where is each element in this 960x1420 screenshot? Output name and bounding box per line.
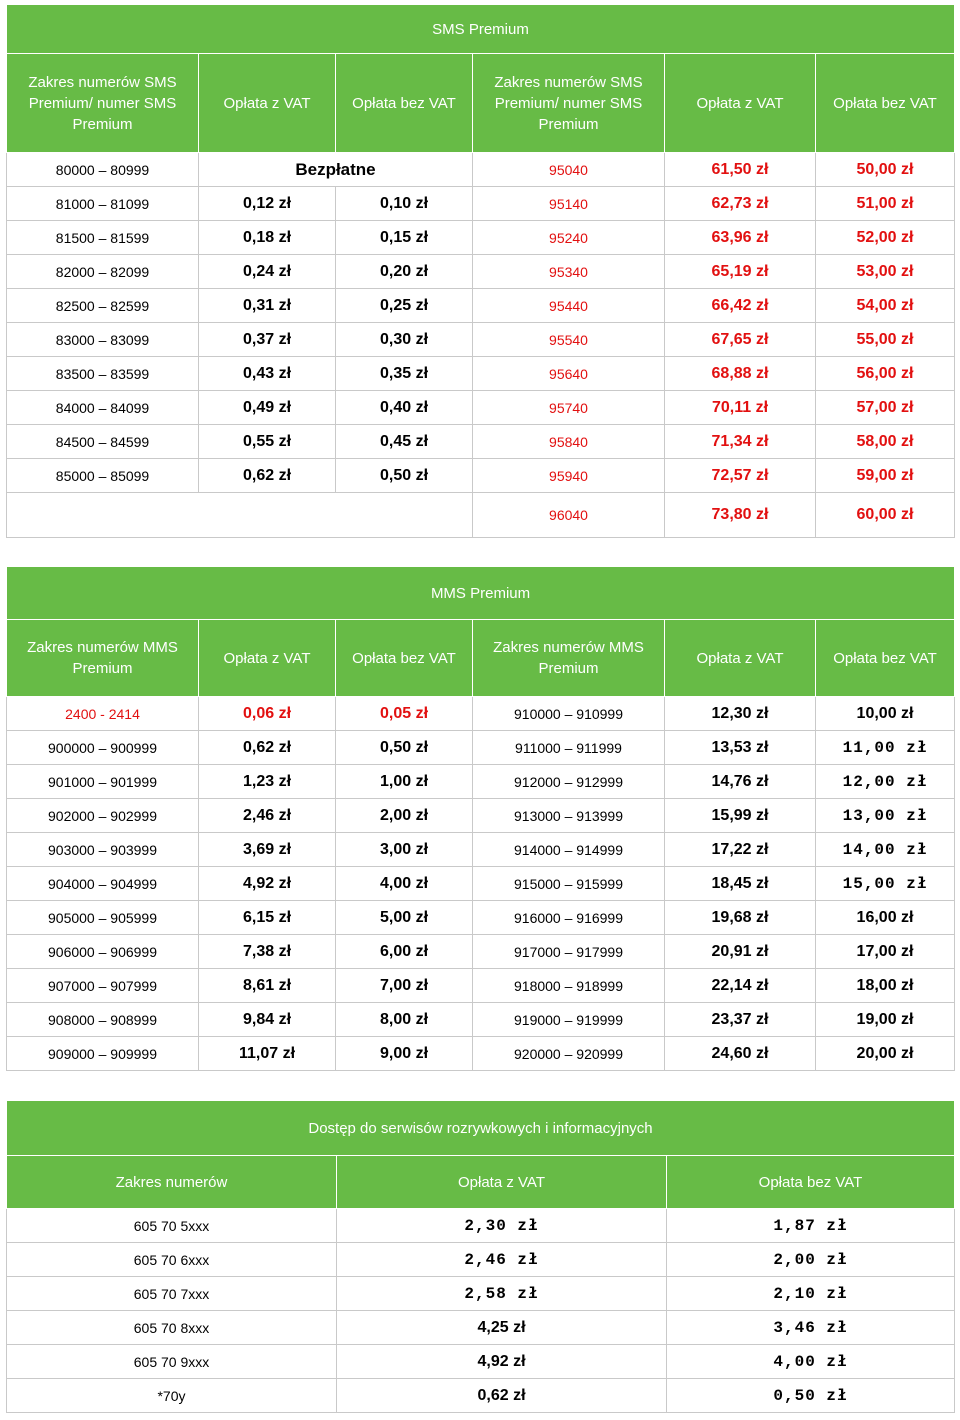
table-row: [7, 799, 955, 833]
price-vat-cell: 0,18 zł: [199, 221, 336, 255]
table-row: [7, 1277, 955, 1311]
sms-premium-table: [6, 4, 955, 538]
mms-header-range: Zakres numerów MMS Premium: [7, 620, 199, 697]
price-vat-cell: 63,96 zł: [665, 221, 816, 255]
price-net-cell: 53,00 zł: [816, 255, 955, 289]
price-vat-cell: 0,43 zł: [199, 357, 336, 391]
mms-premium-table: [6, 566, 955, 1071]
range-cell: 82000 – 82099: [7, 255, 199, 289]
price-vat-cell: 0,37 zł: [199, 323, 336, 357]
number-cell: 95040: [473, 153, 665, 187]
table-row: [7, 1379, 955, 1413]
number-cell: 95840: [473, 425, 665, 459]
price-vat-cell: 4,92 zł: [337, 1345, 667, 1379]
free-label: Bezpłatne: [199, 153, 473, 187]
table-row: [7, 459, 955, 493]
price-net-cell: 59,00 zł: [816, 459, 955, 493]
sms-header-vat: Opłata z VAT: [199, 54, 336, 153]
range-cell: 908000 – 908999: [7, 1003, 199, 1037]
table-row: [7, 425, 955, 459]
range-cell: 913000 – 913999: [473, 799, 665, 833]
price-net-cell: 4,00 zł: [336, 867, 473, 901]
mms-header-net: Opłata bez VAT: [336, 620, 473, 697]
price-net-cell: 0,50 zł: [336, 459, 473, 493]
services-table: [6, 1100, 955, 1413]
range-cell: 909000 – 909999: [7, 1037, 199, 1071]
table-row: [7, 153, 955, 187]
table-row: [7, 697, 955, 731]
sms-header-range: Zakres numerów SMS Premium/ numer SMS Premium: [7, 54, 199, 153]
price-net-cell: 0,40 zł: [336, 391, 473, 425]
number-cell: 95640: [473, 357, 665, 391]
table-row: [7, 493, 955, 538]
range-cell: 83000 – 83099: [7, 323, 199, 357]
price-net-cell: 0,35 zł: [336, 357, 473, 391]
mms-header-range-2: Zakres numerów MMS Premium: [473, 620, 665, 697]
price-vat-cell: 9,84 zł: [199, 1003, 336, 1037]
range-cell: 900000 – 900999: [7, 731, 199, 765]
services-header-net: Opłata bez VAT: [667, 1156, 955, 1209]
price-vat-cell: 13,53 zł: [665, 731, 816, 765]
price-net-cell: 14,00 zł: [816, 833, 955, 867]
price-net-cell: 15,00 zł: [816, 867, 955, 901]
price-vat-cell: 0,24 zł: [199, 255, 336, 289]
range-cell: 912000 – 912999: [473, 765, 665, 799]
price-vat-cell: 0,55 zł: [199, 425, 336, 459]
price-net-cell: 2,00 zł: [667, 1243, 955, 1277]
table-row: [7, 357, 955, 391]
range-cell: 605 70 8xxx: [7, 1311, 337, 1345]
range-cell: 85000 – 85099: [7, 459, 199, 493]
price-vat-cell: 67,65 zł: [665, 323, 816, 357]
range-cell: 83500 – 83599: [7, 357, 199, 391]
price-net-cell: 0,20 zł: [336, 255, 473, 289]
range-cell: 81000 – 81099: [7, 187, 199, 221]
price-vat-cell: 19,68 zł: [665, 901, 816, 935]
price-vat-cell: 8,61 zł: [199, 969, 336, 1003]
range-cell: 906000 – 906999: [7, 935, 199, 969]
price-net-cell: 54,00 zł: [816, 289, 955, 323]
price-net-cell: 3,00 zł: [336, 833, 473, 867]
number-cell: 95940: [473, 459, 665, 493]
price-vat-cell: 0,49 zł: [199, 391, 336, 425]
price-vat-cell: 66,42 zł: [665, 289, 816, 323]
range-cell: 84000 – 84099: [7, 391, 199, 425]
number-cell: 95240: [473, 221, 665, 255]
price-net-cell: 19,00 zł: [816, 1003, 955, 1037]
price-net-cell: 18,00 zł: [816, 969, 955, 1003]
price-vat-cell: 0,31 zł: [199, 289, 336, 323]
price-vat-cell: 15,99 zł: [665, 799, 816, 833]
table-row: [7, 833, 955, 867]
table-row: [7, 765, 955, 799]
services-header-range: Zakres numerów: [7, 1156, 337, 1209]
range-cell: 911000 – 911999: [473, 731, 665, 765]
price-vat-cell: 14,76 zł: [665, 765, 816, 799]
number-cell: 95440: [473, 289, 665, 323]
price-vat-cell: 2,46 zł: [337, 1243, 667, 1277]
price-net-cell: 55,00 zł: [816, 323, 955, 357]
price-net-cell: 50,00 zł: [816, 153, 955, 187]
price-net-cell: 1,00 zł: [336, 765, 473, 799]
price-net-cell: 51,00 zł: [816, 187, 955, 221]
price-vat-cell: 0,62 zł: [199, 459, 336, 493]
services-title: Dostęp do serwisów rozrywkowych i informacyjnych: [7, 1101, 955, 1156]
price-vat-cell: 65,19 zł: [665, 255, 816, 289]
price-net-cell: 13,00 zł: [816, 799, 955, 833]
table-row: [7, 1209, 955, 1243]
mms-header-vat: Opłata z VAT: [199, 620, 336, 697]
mms-header-vat-2: Opłata z VAT: [665, 620, 816, 697]
price-net-cell: 20,00 zł: [816, 1037, 955, 1071]
price-net-cell: 52,00 zł: [816, 221, 955, 255]
range-cell: 914000 – 914999: [473, 833, 665, 867]
price-vat-cell: 0,06 zł: [199, 697, 336, 731]
sms-header-vat-2: Opłata z VAT: [665, 54, 816, 153]
range-cell: 605 70 6xxx: [7, 1243, 337, 1277]
table-row: [7, 187, 955, 221]
price-vat-cell: 6,15 zł: [199, 901, 336, 935]
table-row: [7, 1311, 955, 1345]
table-row: [7, 935, 955, 969]
price-net-cell: 0,30 zł: [336, 323, 473, 357]
price-vat-cell: 2,46 zł: [199, 799, 336, 833]
price-net-cell: 0,10 zł: [336, 187, 473, 221]
price-net-cell: 8,00 zł: [336, 1003, 473, 1037]
price-vat-cell: 17,22 zł: [665, 833, 816, 867]
price-net-cell: 57,00 zł: [816, 391, 955, 425]
price-vat-cell: 4,92 zł: [199, 867, 336, 901]
table-row: [7, 1037, 955, 1071]
price-net-cell: 0,25 zł: [336, 289, 473, 323]
price-net-cell: 0,05 zł: [336, 697, 473, 731]
price-net-cell: 12,00 zł: [816, 765, 955, 799]
range-cell: 605 70 9xxx: [7, 1345, 337, 1379]
price-net-cell: 58,00 zł: [816, 425, 955, 459]
range-cell: 84500 – 84599: [7, 425, 199, 459]
price-net-cell: 1,87 zł: [667, 1209, 955, 1243]
range-cell: 80000 – 80999: [7, 153, 199, 187]
range-cell: *70y: [7, 1379, 337, 1413]
price-vat-cell: 11,07 zł: [199, 1037, 336, 1071]
price-vat-cell: 73,80 zł: [665, 493, 816, 538]
range-cell: 916000 – 916999: [473, 901, 665, 935]
price-net-cell: 0,50 zł: [667, 1379, 955, 1413]
mms-header-net-2: Opłata bez VAT: [816, 620, 955, 697]
price-vat-cell: 61,50 zł: [665, 153, 816, 187]
price-net-cell: 2,10 zł: [667, 1277, 955, 1311]
number-cell: 95740: [473, 391, 665, 425]
price-net-cell: 0,45 zł: [336, 425, 473, 459]
price-vat-cell: 2,30 zł: [337, 1209, 667, 1243]
price-vat-cell: 12,30 zł: [665, 697, 816, 731]
range-cell: 915000 – 915999: [473, 867, 665, 901]
number-cell: 96040: [473, 493, 665, 538]
sms-header-range-2: Zakres numerów SMS Premium/ numer SMS Premium: [473, 54, 665, 153]
price-net-cell: 60,00 zł: [816, 493, 955, 538]
range-cell: 919000 – 919999: [473, 1003, 665, 1037]
price-net-cell: 5,00 zł: [336, 901, 473, 935]
services-header-vat: Opłata z VAT: [337, 1156, 667, 1209]
price-net-cell: 7,00 zł: [336, 969, 473, 1003]
number-cell: 95540: [473, 323, 665, 357]
table-row: [7, 731, 955, 765]
price-net-cell: 0,15 zł: [336, 221, 473, 255]
range-cell: 907000 – 907999: [7, 969, 199, 1003]
price-vat-cell: 71,34 zł: [665, 425, 816, 459]
sms-header-net: Opłata bez VAT: [336, 54, 473, 153]
price-vat-cell: 0,62 zł: [199, 731, 336, 765]
range-cell: 605 70 5xxx: [7, 1209, 337, 1243]
table-row: [7, 255, 955, 289]
range-cell: 903000 – 903999: [7, 833, 199, 867]
sms-title: SMS Premium: [7, 5, 955, 54]
price-net-cell: 56,00 zł: [816, 357, 955, 391]
range-cell: 917000 – 917999: [473, 935, 665, 969]
range-cell: 2400 - 2414: [7, 697, 199, 731]
price-vat-cell: 68,88 zł: [665, 357, 816, 391]
table-row: [7, 867, 955, 901]
sms-header-net-2: Opłata bez VAT: [816, 54, 955, 153]
price-net-cell: 10,00 zł: [816, 697, 955, 731]
range-cell: 605 70 7xxx: [7, 1277, 337, 1311]
price-vat-cell: 3,69 zł: [199, 833, 336, 867]
price-net-cell: 17,00 zł: [816, 935, 955, 969]
table-row: [7, 901, 955, 935]
mms-title: MMS Premium: [7, 567, 955, 620]
range-cell: 910000 – 910999: [473, 697, 665, 731]
table-row: [7, 1003, 955, 1037]
range-cell: 901000 – 901999: [7, 765, 199, 799]
price-vat-cell: 70,11 zł: [665, 391, 816, 425]
table-row: [7, 221, 955, 255]
table-row: [7, 1243, 955, 1277]
price-net-cell: 2,00 zł: [336, 799, 473, 833]
price-net-cell: 3,46 zł: [667, 1311, 955, 1345]
price-net-cell: 4,00 zł: [667, 1345, 955, 1379]
price-vat-cell: 0,12 zł: [199, 187, 336, 221]
price-net-cell: 16,00 zł: [816, 901, 955, 935]
price-vat-cell: 0,62 zł: [337, 1379, 667, 1413]
range-cell: 81500 – 81599: [7, 221, 199, 255]
range-cell: 918000 – 918999: [473, 969, 665, 1003]
number-cell: 95340: [473, 255, 665, 289]
price-vat-cell: 7,38 zł: [199, 935, 336, 969]
table-row: [7, 289, 955, 323]
price-net-cell: 0,50 zł: [336, 731, 473, 765]
range-cell: 82500 – 82599: [7, 289, 199, 323]
price-vat-cell: 72,57 zł: [665, 459, 816, 493]
number-cell: 95140: [473, 187, 665, 221]
price-vat-cell: 62,73 zł: [665, 187, 816, 221]
price-net-cell: 9,00 zł: [336, 1037, 473, 1071]
price-net-cell: 11,00 zł: [816, 731, 955, 765]
price-vat-cell: 22,14 zł: [665, 969, 816, 1003]
price-vat-cell: 24,60 zł: [665, 1037, 816, 1071]
price-vat-cell: 2,58 zł: [337, 1277, 667, 1311]
price-vat-cell: 4,25 zł: [337, 1311, 667, 1345]
range-cell: 920000 – 920999: [473, 1037, 665, 1071]
range-cell: 904000 – 904999: [7, 867, 199, 901]
table-row: [7, 391, 955, 425]
price-vat-cell: 23,37 zł: [665, 1003, 816, 1037]
table-row: [7, 323, 955, 357]
price-vat-cell: 1,23 zł: [199, 765, 336, 799]
price-vat-cell: 20,91 zł: [665, 935, 816, 969]
table-row: [7, 969, 955, 1003]
price-vat-cell: 18,45 zł: [665, 867, 816, 901]
range-cell: 905000 – 905999: [7, 901, 199, 935]
price-net-cell: 6,00 zł: [336, 935, 473, 969]
range-cell: 902000 – 902999: [7, 799, 199, 833]
table-row: [7, 1345, 955, 1379]
